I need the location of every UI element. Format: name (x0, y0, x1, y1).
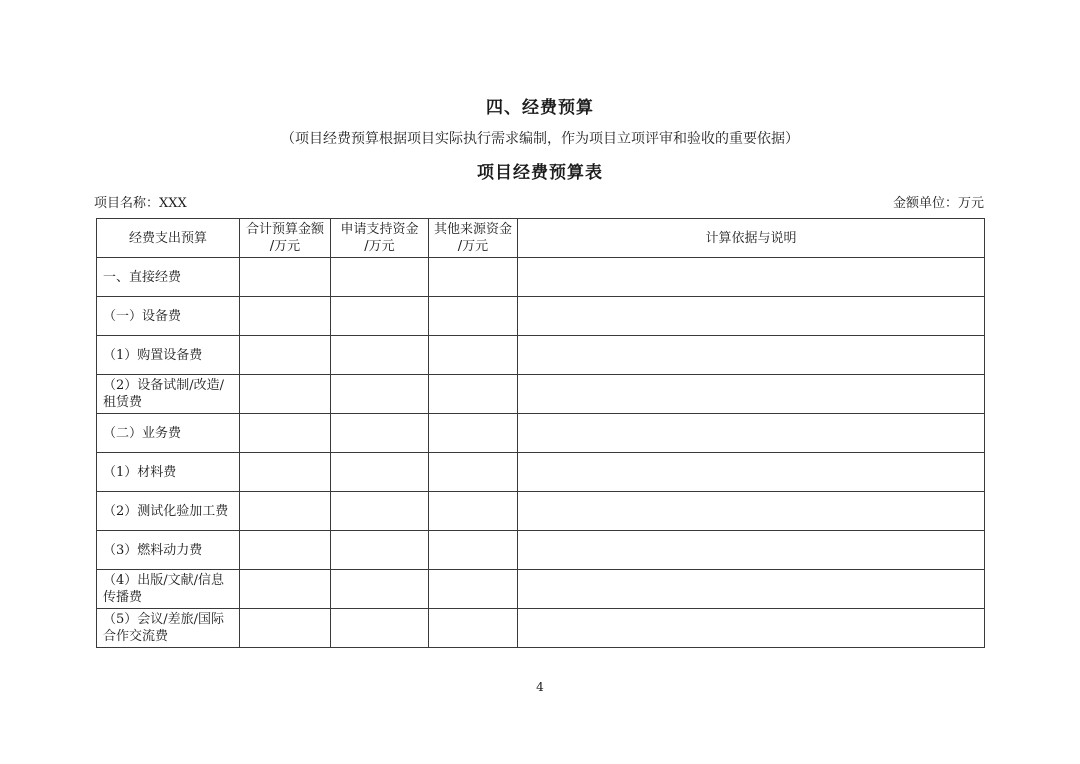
table-row (97, 258, 985, 297)
project-name-label: 项目名称：XXX (94, 196, 187, 211)
row-label: （4）出版/文献/信息传播费 (97, 570, 240, 609)
other-funds-cell[interactable] (429, 414, 518, 453)
total-budget-cell[interactable] (240, 336, 331, 375)
row-label: （5）会议/差旅/国际合作交流费 (97, 609, 240, 648)
table-row (97, 336, 985, 375)
calculation-basis-cell[interactable] (518, 609, 985, 648)
header-total-budget: 合计预算金额 /万元 (240, 219, 331, 258)
table-row (97, 297, 985, 336)
other-funds-cell[interactable] (429, 492, 518, 531)
row-label: （1）购置设备费 (97, 336, 240, 375)
total-budget-cell[interactable] (240, 297, 331, 336)
header-row (97, 219, 985, 258)
table-row (97, 609, 985, 648)
requested-funds-cell[interactable] (331, 375, 429, 414)
calculation-basis-cell[interactable] (518, 258, 985, 297)
total-budget-cell[interactable] (240, 492, 331, 531)
calculation-basis-cell[interactable] (518, 297, 985, 336)
calculation-basis-cell[interactable] (518, 492, 985, 531)
requested-funds-cell[interactable] (331, 453, 429, 492)
total-budget-cell[interactable] (240, 531, 331, 570)
table-title: 项目经费预算表 (477, 163, 603, 183)
calculation-basis-cell[interactable] (518, 336, 985, 375)
calculation-basis-cell[interactable] (518, 531, 985, 570)
row-label: 一、直接经费 (97, 258, 240, 297)
other-funds-cell[interactable] (429, 336, 518, 375)
header-calculation-basis: 计算依据与说明 (518, 219, 985, 258)
total-budget-cell[interactable] (240, 570, 331, 609)
other-funds-cell[interactable] (429, 297, 518, 336)
other-funds-cell[interactable] (429, 453, 518, 492)
table-row (97, 570, 985, 609)
requested-funds-cell[interactable] (331, 414, 429, 453)
other-funds-cell[interactable] (429, 258, 518, 297)
requested-funds-cell[interactable] (331, 492, 429, 531)
row-label: （1）材料费 (97, 453, 240, 492)
header-requested-funds: 申请支持资金 /万元 (331, 219, 429, 258)
table-row (97, 414, 985, 453)
other-funds-cell[interactable] (429, 570, 518, 609)
total-budget-cell[interactable] (240, 414, 331, 453)
header-expense-item: 经费支出预算 (97, 219, 240, 258)
row-label: （2）设备试制/改造/租赁费 (97, 375, 240, 414)
calculation-basis-cell[interactable] (518, 414, 985, 453)
calculation-basis-cell[interactable] (518, 453, 985, 492)
requested-funds-cell[interactable] (331, 570, 429, 609)
budget-subtitle: （项目经费预算根据项目实际执行需求编制，作为项目立项评审和验收的重要依据） (281, 131, 799, 147)
requested-funds-cell[interactable] (331, 258, 429, 297)
row-label: （一）设备费 (97, 297, 240, 336)
row-label: （2）测试化验加工费 (97, 492, 240, 531)
requested-funds-cell[interactable] (331, 609, 429, 648)
requested-funds-cell[interactable] (331, 531, 429, 570)
amount-unit-label: 金额单位：万元 (892, 196, 984, 211)
other-funds-cell[interactable] (429, 531, 518, 570)
row-label: （二）业务费 (97, 414, 240, 453)
requested-funds-cell[interactable] (331, 297, 429, 336)
table-row (97, 453, 985, 492)
row-label: （3）燃料动力费 (97, 531, 240, 570)
calculation-basis-cell[interactable] (518, 570, 985, 609)
total-budget-cell[interactable] (240, 258, 331, 297)
section-title: 四、经费预算 (486, 98, 594, 118)
budget-table-header (97, 219, 985, 258)
header-other-funds: 其他来源资金 /万元 (429, 219, 518, 258)
table-row (97, 375, 985, 414)
budget-table-body (97, 258, 985, 648)
table-row (97, 531, 985, 570)
other-funds-cell[interactable] (429, 609, 518, 648)
total-budget-cell[interactable] (240, 609, 331, 648)
page-number: 4 (536, 680, 544, 694)
calculation-basis-cell[interactable] (518, 375, 985, 414)
total-budget-cell[interactable] (240, 375, 331, 414)
table-row (97, 492, 985, 531)
total-budget-cell[interactable] (240, 453, 331, 492)
other-funds-cell[interactable] (429, 375, 518, 414)
budget-table (96, 218, 985, 648)
requested-funds-cell[interactable] (331, 336, 429, 375)
